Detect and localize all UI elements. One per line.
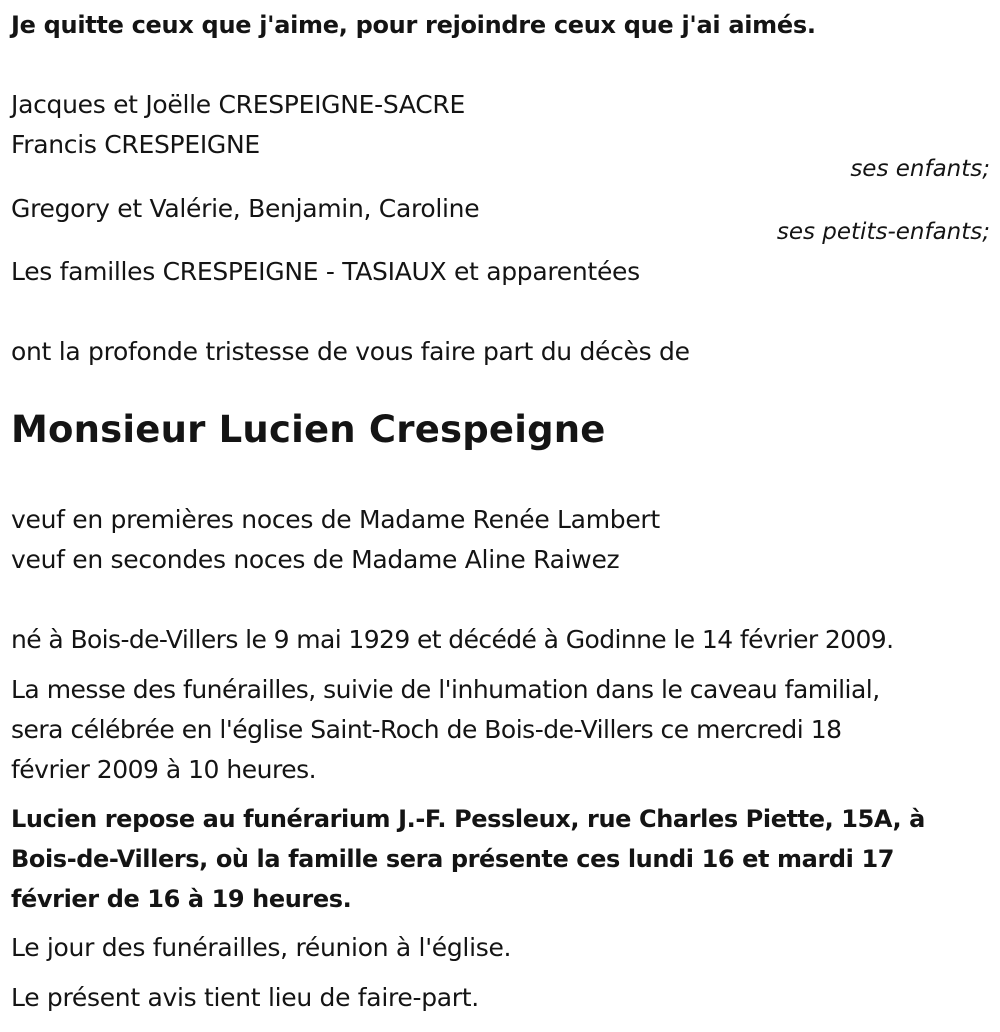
epigraph: Je quitte ceux que j'aime, pour rejoindre ceux que j'ai aimés. — [11, 11, 816, 39]
funeral-mass-line-1: La messe des funérailles, suivie de l'inhumation dans le caveau familial, — [11, 675, 880, 704]
meeting: Le jour des funérailles, réunion à l'église. — [11, 933, 512, 962]
funeral-mass-line-3: février 2009 à 10 heures. — [11, 755, 317, 784]
visitation-line-3: février de 16 à 19 heures. — [11, 885, 352, 913]
widower-line-2: veuf en secondes noces de Madame Aline Raiwez — [11, 545, 620, 574]
visitation-line-1: Lucien repose au funérarium J.-F. Pessleux, rue Charles Piette, 15A, à — [11, 805, 925, 833]
grandchildren-role: ses petits-enfants; — [776, 219, 990, 245]
notice: Le présent avis tient lieu de faire-part. — [11, 983, 479, 1012]
funeral-mass-line-2: sera célébrée en l'église Saint-Roch de Bois-de-Villers ce mercredi 18 — [11, 715, 842, 744]
deceased-name: Monsieur Lucien Crespeigne — [11, 408, 606, 451]
visitation-line-2: Bois-de-Villers, où la famille sera présente ces lundi 16 et mardi 17 — [11, 845, 895, 873]
grandchildren: Gregory et Valérie, Benjamin, Caroline — [11, 194, 480, 223]
children-line-2: Francis CRESPEIGNE — [11, 130, 260, 159]
children-line-1: Jacques et Joëlle CRESPEIGNE-SACRE — [11, 90, 465, 119]
children-role: ses enfants; — [850, 156, 990, 182]
widower-line-1: veuf en premières noces de Madame Renée Lambert — [11, 505, 660, 534]
families: Les familles CRESPEIGNE - TASIAUX et apparentées — [11, 257, 640, 286]
birth-death: né à Bois-de-Villers le 9 mai 1929 et décédé à Godinne le 14 février 2009. — [11, 625, 894, 654]
announcement: ont la profonde tristesse de vous faire part du décès de — [11, 337, 690, 366]
